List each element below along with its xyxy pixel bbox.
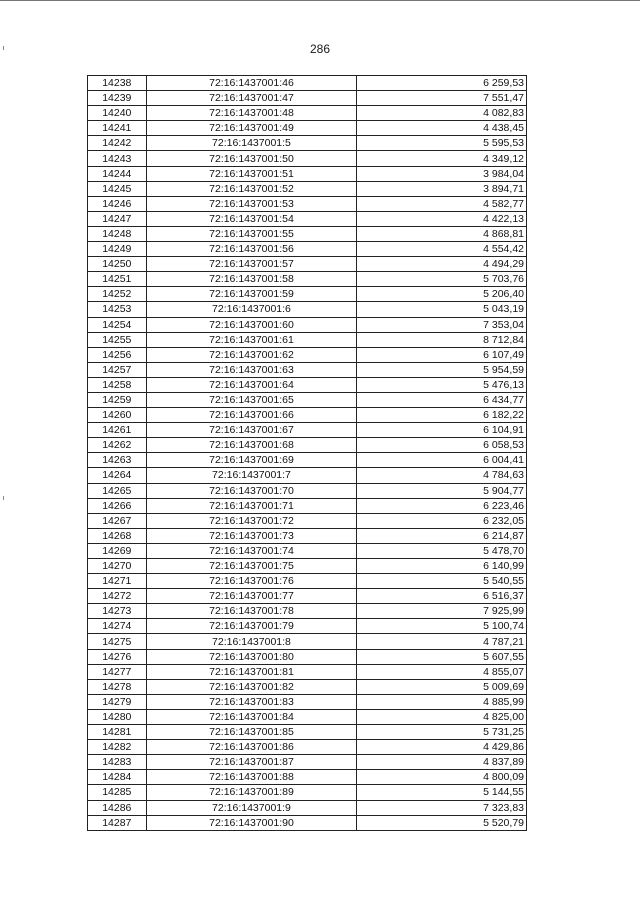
- table-row: [88, 317, 527, 332]
- table-row: [88, 408, 527, 423]
- row-number-cell: 14255: [88, 332, 147, 347]
- cadastral-number-cell: 72:16:1437001:55: [146, 226, 357, 241]
- table-row: [88, 694, 527, 709]
- cadastral-number-cell: 72:16:1437001:86: [146, 740, 357, 755]
- table-row: [88, 438, 527, 453]
- cadastral-number-cell: 72:16:1437001:78: [146, 604, 357, 619]
- table-row: [88, 453, 527, 468]
- area-cell: 4 554,42: [357, 242, 527, 257]
- area-cell: 5 144,55: [357, 785, 527, 800]
- row-number-cell: 14256: [88, 347, 147, 362]
- cadastral-number-cell: 72:16:1437001:81: [146, 664, 357, 679]
- table-row: [88, 785, 527, 800]
- row-number-cell: 14287: [88, 815, 147, 830]
- cadastral-number-cell: 72:16:1437001:79: [146, 619, 357, 634]
- table-row: [88, 800, 527, 815]
- row-number-cell: 14238: [88, 76, 147, 91]
- area-cell: 5 595,53: [357, 136, 527, 151]
- row-number-cell: 14259: [88, 392, 147, 407]
- row-number-cell: 14267: [88, 513, 147, 528]
- cadastral-number-cell: 72:16:1437001:50: [146, 151, 357, 166]
- row-number-cell: 14257: [88, 362, 147, 377]
- table-row: [88, 543, 527, 558]
- row-number-cell: 14278: [88, 679, 147, 694]
- table-row: [88, 196, 527, 211]
- table-row: [88, 211, 527, 226]
- row-number-cell: 14245: [88, 181, 147, 196]
- table-row: [88, 664, 527, 679]
- table-row: [88, 106, 527, 121]
- cadastral-number-cell: 72:16:1437001:56: [146, 242, 357, 257]
- area-cell: 6 140,99: [357, 559, 527, 574]
- cadastral-number-cell: 72:16:1437001:89: [146, 785, 357, 800]
- table-row: [88, 377, 527, 392]
- area-cell: 3 894,71: [357, 181, 527, 196]
- table-row: [88, 559, 527, 574]
- table-row: [88, 649, 527, 664]
- area-cell: 6 259,53: [357, 76, 527, 91]
- table-row: [88, 634, 527, 649]
- area-cell: 4 885,99: [357, 694, 527, 709]
- cadastral-number-cell: 72:16:1437001:67: [146, 423, 357, 438]
- area-cell: 4 787,21: [357, 634, 527, 649]
- cadastral-number-cell: 72:16:1437001:58: [146, 272, 357, 287]
- table-row: [88, 709, 527, 724]
- row-number-cell: 14247: [88, 211, 147, 226]
- cadastral-number-cell: 72:16:1437001:47: [146, 91, 357, 106]
- cadastral-number-cell: 72:16:1437001:59: [146, 287, 357, 302]
- row-number-cell: 14270: [88, 559, 147, 574]
- table-row: [88, 166, 527, 181]
- row-number-cell: 14251: [88, 272, 147, 287]
- cadastral-number-cell: 72:16:1437001:80: [146, 649, 357, 664]
- cadastral-number-cell: 72:16:1437001:71: [146, 498, 357, 513]
- cadastral-number-cell: 72:16:1437001:75: [146, 559, 357, 574]
- cadastral-number-cell: 72:16:1437001:46: [146, 76, 357, 91]
- table-row: [88, 392, 527, 407]
- table-row: [88, 287, 527, 302]
- row-number-cell: 14268: [88, 528, 147, 543]
- area-cell: 4 349,12: [357, 151, 527, 166]
- row-number-cell: 14244: [88, 166, 147, 181]
- row-number-cell: 14243: [88, 151, 147, 166]
- row-number-cell: 14285: [88, 785, 147, 800]
- table-row: [88, 362, 527, 377]
- table-row: [88, 76, 527, 91]
- cadastral-number-cell: 72:16:1437001:66: [146, 408, 357, 423]
- area-cell: 4 582,77: [357, 196, 527, 211]
- area-cell: 7 353,04: [357, 317, 527, 332]
- row-number-cell: 14249: [88, 242, 147, 257]
- row-number-cell: 14271: [88, 574, 147, 589]
- cadastral-number-cell: 72:16:1437001:72: [146, 513, 357, 528]
- row-number-cell: 14260: [88, 408, 147, 423]
- cadastral-number-cell: 72:16:1437001:83: [146, 694, 357, 709]
- table-row: [88, 136, 527, 151]
- table-row: [88, 272, 527, 287]
- area-cell: 6 104,91: [357, 423, 527, 438]
- row-number-cell: 14277: [88, 664, 147, 679]
- row-number-cell: 14284: [88, 770, 147, 785]
- table-row: [88, 91, 527, 106]
- cadastral-number-cell: 72:16:1437001:54: [146, 211, 357, 226]
- cadastral-number-cell: 72:16:1437001:87: [146, 755, 357, 770]
- cadastral-number-cell: 72:16:1437001:63: [146, 362, 357, 377]
- row-number-cell: 14250: [88, 257, 147, 272]
- row-number-cell: 14269: [88, 543, 147, 558]
- area-cell: 4 082,83: [357, 106, 527, 121]
- cadastral-number-cell: 72:16:1437001:60: [146, 317, 357, 332]
- table-row: [88, 528, 527, 543]
- cadastral-number-cell: 72:16:1437001:49: [146, 121, 357, 136]
- table-row: [88, 242, 527, 257]
- row-number-cell: 14282: [88, 740, 147, 755]
- table-row: [88, 121, 527, 136]
- area-cell: 5 954,59: [357, 362, 527, 377]
- cadastral-number-cell: 72:16:1437001:90: [146, 815, 357, 830]
- cadastral-number-cell: 72:16:1437001:82: [146, 679, 357, 694]
- table-row: [88, 468, 527, 483]
- row-number-cell: 14272: [88, 589, 147, 604]
- row-number-cell: 14246: [88, 196, 147, 211]
- page-top-edge: [0, 0, 640, 1]
- table-row: [88, 755, 527, 770]
- area-cell: 6 004,41: [357, 453, 527, 468]
- cadastral-number-cell: 72:16:1437001:5: [146, 136, 357, 151]
- table-row: [88, 498, 527, 513]
- table-row: [88, 589, 527, 604]
- area-cell: 6 516,37: [357, 589, 527, 604]
- area-cell: 6 232,05: [357, 513, 527, 528]
- area-cell: 6 107,49: [357, 347, 527, 362]
- margin-mark: [3, 496, 4, 500]
- cadastral-number-cell: 72:16:1437001:8: [146, 634, 357, 649]
- area-cell: 6 182,22: [357, 408, 527, 423]
- row-number-cell: 14252: [88, 287, 147, 302]
- row-number-cell: 14274: [88, 619, 147, 634]
- area-cell: 4 855,07: [357, 664, 527, 679]
- row-number-cell: 14280: [88, 709, 147, 724]
- table-row: [88, 770, 527, 785]
- cadastral-number-cell: 72:16:1437001:9: [146, 800, 357, 815]
- table-row: [88, 483, 527, 498]
- cadastral-number-cell: 72:16:1437001:64: [146, 377, 357, 392]
- row-number-cell: 14264: [88, 468, 147, 483]
- table-row: [88, 151, 527, 166]
- area-cell: 4 784,63: [357, 468, 527, 483]
- cadastral-number-cell: 72:16:1437001:68: [146, 438, 357, 453]
- land-plot-table: [87, 75, 527, 831]
- table-row: [88, 725, 527, 740]
- row-number-cell: 14261: [88, 423, 147, 438]
- cadastral-number-cell: 72:16:1437001:57: [146, 257, 357, 272]
- cadastral-number-cell: 72:16:1437001:76: [146, 574, 357, 589]
- table-row: [88, 574, 527, 589]
- area-cell: 6 434,77: [357, 392, 527, 407]
- cadastral-number-cell: 72:16:1437001:48: [146, 106, 357, 121]
- area-cell: 4 800,09: [357, 770, 527, 785]
- area-cell: 5 731,25: [357, 725, 527, 740]
- row-number-cell: 14240: [88, 106, 147, 121]
- row-number-cell: 14286: [88, 800, 147, 815]
- area-cell: 5 904,77: [357, 483, 527, 498]
- area-cell: 7 323,83: [357, 800, 527, 815]
- cadastral-number-cell: 72:16:1437001:84: [146, 709, 357, 724]
- row-number-cell: 14248: [88, 226, 147, 241]
- table-row: [88, 740, 527, 755]
- row-number-cell: 14283: [88, 755, 147, 770]
- area-cell: 4 422,13: [357, 211, 527, 226]
- cadastral-number-cell: 72:16:1437001:74: [146, 543, 357, 558]
- area-cell: 5 540,55: [357, 574, 527, 589]
- area-cell: 5 100,74: [357, 619, 527, 634]
- cadastral-number-cell: 72:16:1437001:65: [146, 392, 357, 407]
- table-row: [88, 619, 527, 634]
- cadastral-number-cell: 72:16:1437001:61: [146, 332, 357, 347]
- area-cell: 4 837,89: [357, 755, 527, 770]
- table-row: [88, 604, 527, 619]
- cadastral-number-cell: 72:16:1437001:7: [146, 468, 357, 483]
- table-row: [88, 302, 527, 317]
- row-number-cell: 14239: [88, 91, 147, 106]
- row-number-cell: 14262: [88, 438, 147, 453]
- area-cell: 3 984,04: [357, 166, 527, 181]
- area-cell: 4 438,45: [357, 121, 527, 136]
- table-body: [88, 76, 527, 831]
- area-cell: 5 607,55: [357, 649, 527, 664]
- cadastral-number-cell: 72:16:1437001:85: [146, 725, 357, 740]
- area-cell: 4 868,81: [357, 226, 527, 241]
- table-row: [88, 423, 527, 438]
- table-row: [88, 332, 527, 347]
- area-cell: 7 551,47: [357, 91, 527, 106]
- table-row: [88, 513, 527, 528]
- cadastral-number-cell: 72:16:1437001:53: [146, 196, 357, 211]
- row-number-cell: 14258: [88, 377, 147, 392]
- area-cell: 6 223,46: [357, 498, 527, 513]
- row-number-cell: 14266: [88, 498, 147, 513]
- area-cell: 5 520,79: [357, 815, 527, 830]
- page-number: 286: [309, 42, 331, 56]
- table-row: [88, 815, 527, 830]
- cadastral-number-cell: 72:16:1437001:73: [146, 528, 357, 543]
- area-cell: 5 476,13: [357, 377, 527, 392]
- row-number-cell: 14253: [88, 302, 147, 317]
- row-number-cell: 14265: [88, 483, 147, 498]
- area-cell: 4 429,86: [357, 740, 527, 755]
- area-cell: 4 825,00: [357, 709, 527, 724]
- table-row: [88, 679, 527, 694]
- cadastral-number-cell: 72:16:1437001:6: [146, 302, 357, 317]
- cadastral-number-cell: 72:16:1437001:77: [146, 589, 357, 604]
- cadastral-number-cell: 72:16:1437001:70: [146, 483, 357, 498]
- area-cell: 6 058,53: [357, 438, 527, 453]
- area-cell: 5 043,19: [357, 302, 527, 317]
- row-number-cell: 14254: [88, 317, 147, 332]
- area-cell: 6 214,87: [357, 528, 527, 543]
- table-row: [88, 347, 527, 362]
- area-cell: 5 206,40: [357, 287, 527, 302]
- table-row: [88, 181, 527, 196]
- table-row: [88, 257, 527, 272]
- row-number-cell: 14241: [88, 121, 147, 136]
- area-cell: 5 009,69: [357, 679, 527, 694]
- cadastral-number-cell: 72:16:1437001:88: [146, 770, 357, 785]
- row-number-cell: 14279: [88, 694, 147, 709]
- area-cell: 5 703,76: [357, 272, 527, 287]
- row-number-cell: 14275: [88, 634, 147, 649]
- table-row: [88, 226, 527, 241]
- area-cell: 5 478,70: [357, 543, 527, 558]
- area-cell: 8 712,84: [357, 332, 527, 347]
- row-number-cell: 14263: [88, 453, 147, 468]
- area-cell: 7 925,99: [357, 604, 527, 619]
- area-cell: 4 494,29: [357, 257, 527, 272]
- row-number-cell: 14281: [88, 725, 147, 740]
- row-number-cell: 14242: [88, 136, 147, 151]
- row-number-cell: 14273: [88, 604, 147, 619]
- row-number-cell: 14276: [88, 649, 147, 664]
- cadastral-number-cell: 72:16:1437001:51: [146, 166, 357, 181]
- cadastral-number-cell: 72:16:1437001:62: [146, 347, 357, 362]
- cadastral-number-cell: 72:16:1437001:69: [146, 453, 357, 468]
- cadastral-number-cell: 72:16:1437001:52: [146, 181, 357, 196]
